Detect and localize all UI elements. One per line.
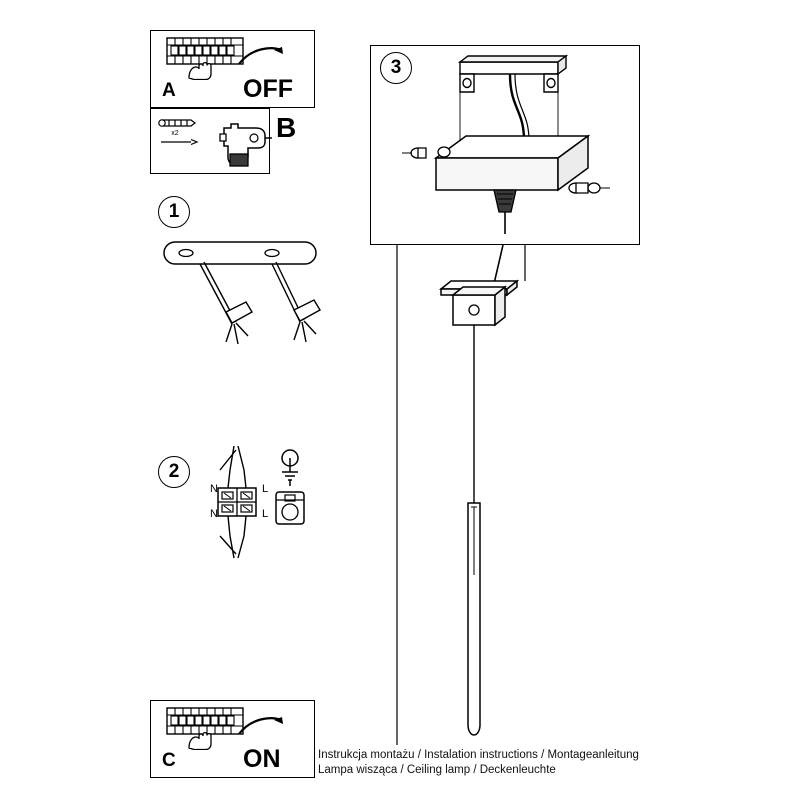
step-2-badge (158, 456, 190, 488)
canopy-exploded-view-icon (398, 48, 633, 238)
svg-text:L: L (262, 483, 269, 495)
off-arrow-icon (237, 44, 287, 70)
step-1-label: 1 (168, 201, 180, 222)
step-a-label: A (162, 80, 176, 101)
svg-text:L: L (262, 508, 269, 520)
dowel-and-screw-icon (157, 113, 217, 147)
step-c-action-label: ON (243, 745, 281, 773)
step-a-action-label: OFF (243, 75, 293, 103)
drill-icon (218, 112, 274, 172)
mounting-bracket-wires-icon (160, 238, 345, 363)
svg-text:N: N (210, 508, 218, 520)
step-1-badge (158, 196, 190, 228)
circuit-breaker-on-icon (165, 706, 245, 750)
svg-text:x2: x2 (171, 130, 179, 137)
footer-line-2: Lampa wisząca / Ceiling lamp / Deckenleuchte (318, 764, 556, 776)
footer-text (318, 748, 738, 778)
footer-line-1: Instrukcja montażu / Instalation instructions / Montageanleitung (318, 749, 639, 761)
step-3-label: 3 (390, 57, 402, 78)
step-c-label: C (162, 750, 176, 771)
terminal-block-icon (200, 440, 310, 565)
circuit-breaker-off-icon (165, 36, 245, 80)
on-arrow-icon (237, 714, 287, 740)
pendant-lamp-drawing (385, 245, 635, 755)
step-b-label: B (276, 112, 297, 143)
svg-text:N: N (210, 483, 218, 495)
step-2-label: 2 (168, 461, 180, 482)
